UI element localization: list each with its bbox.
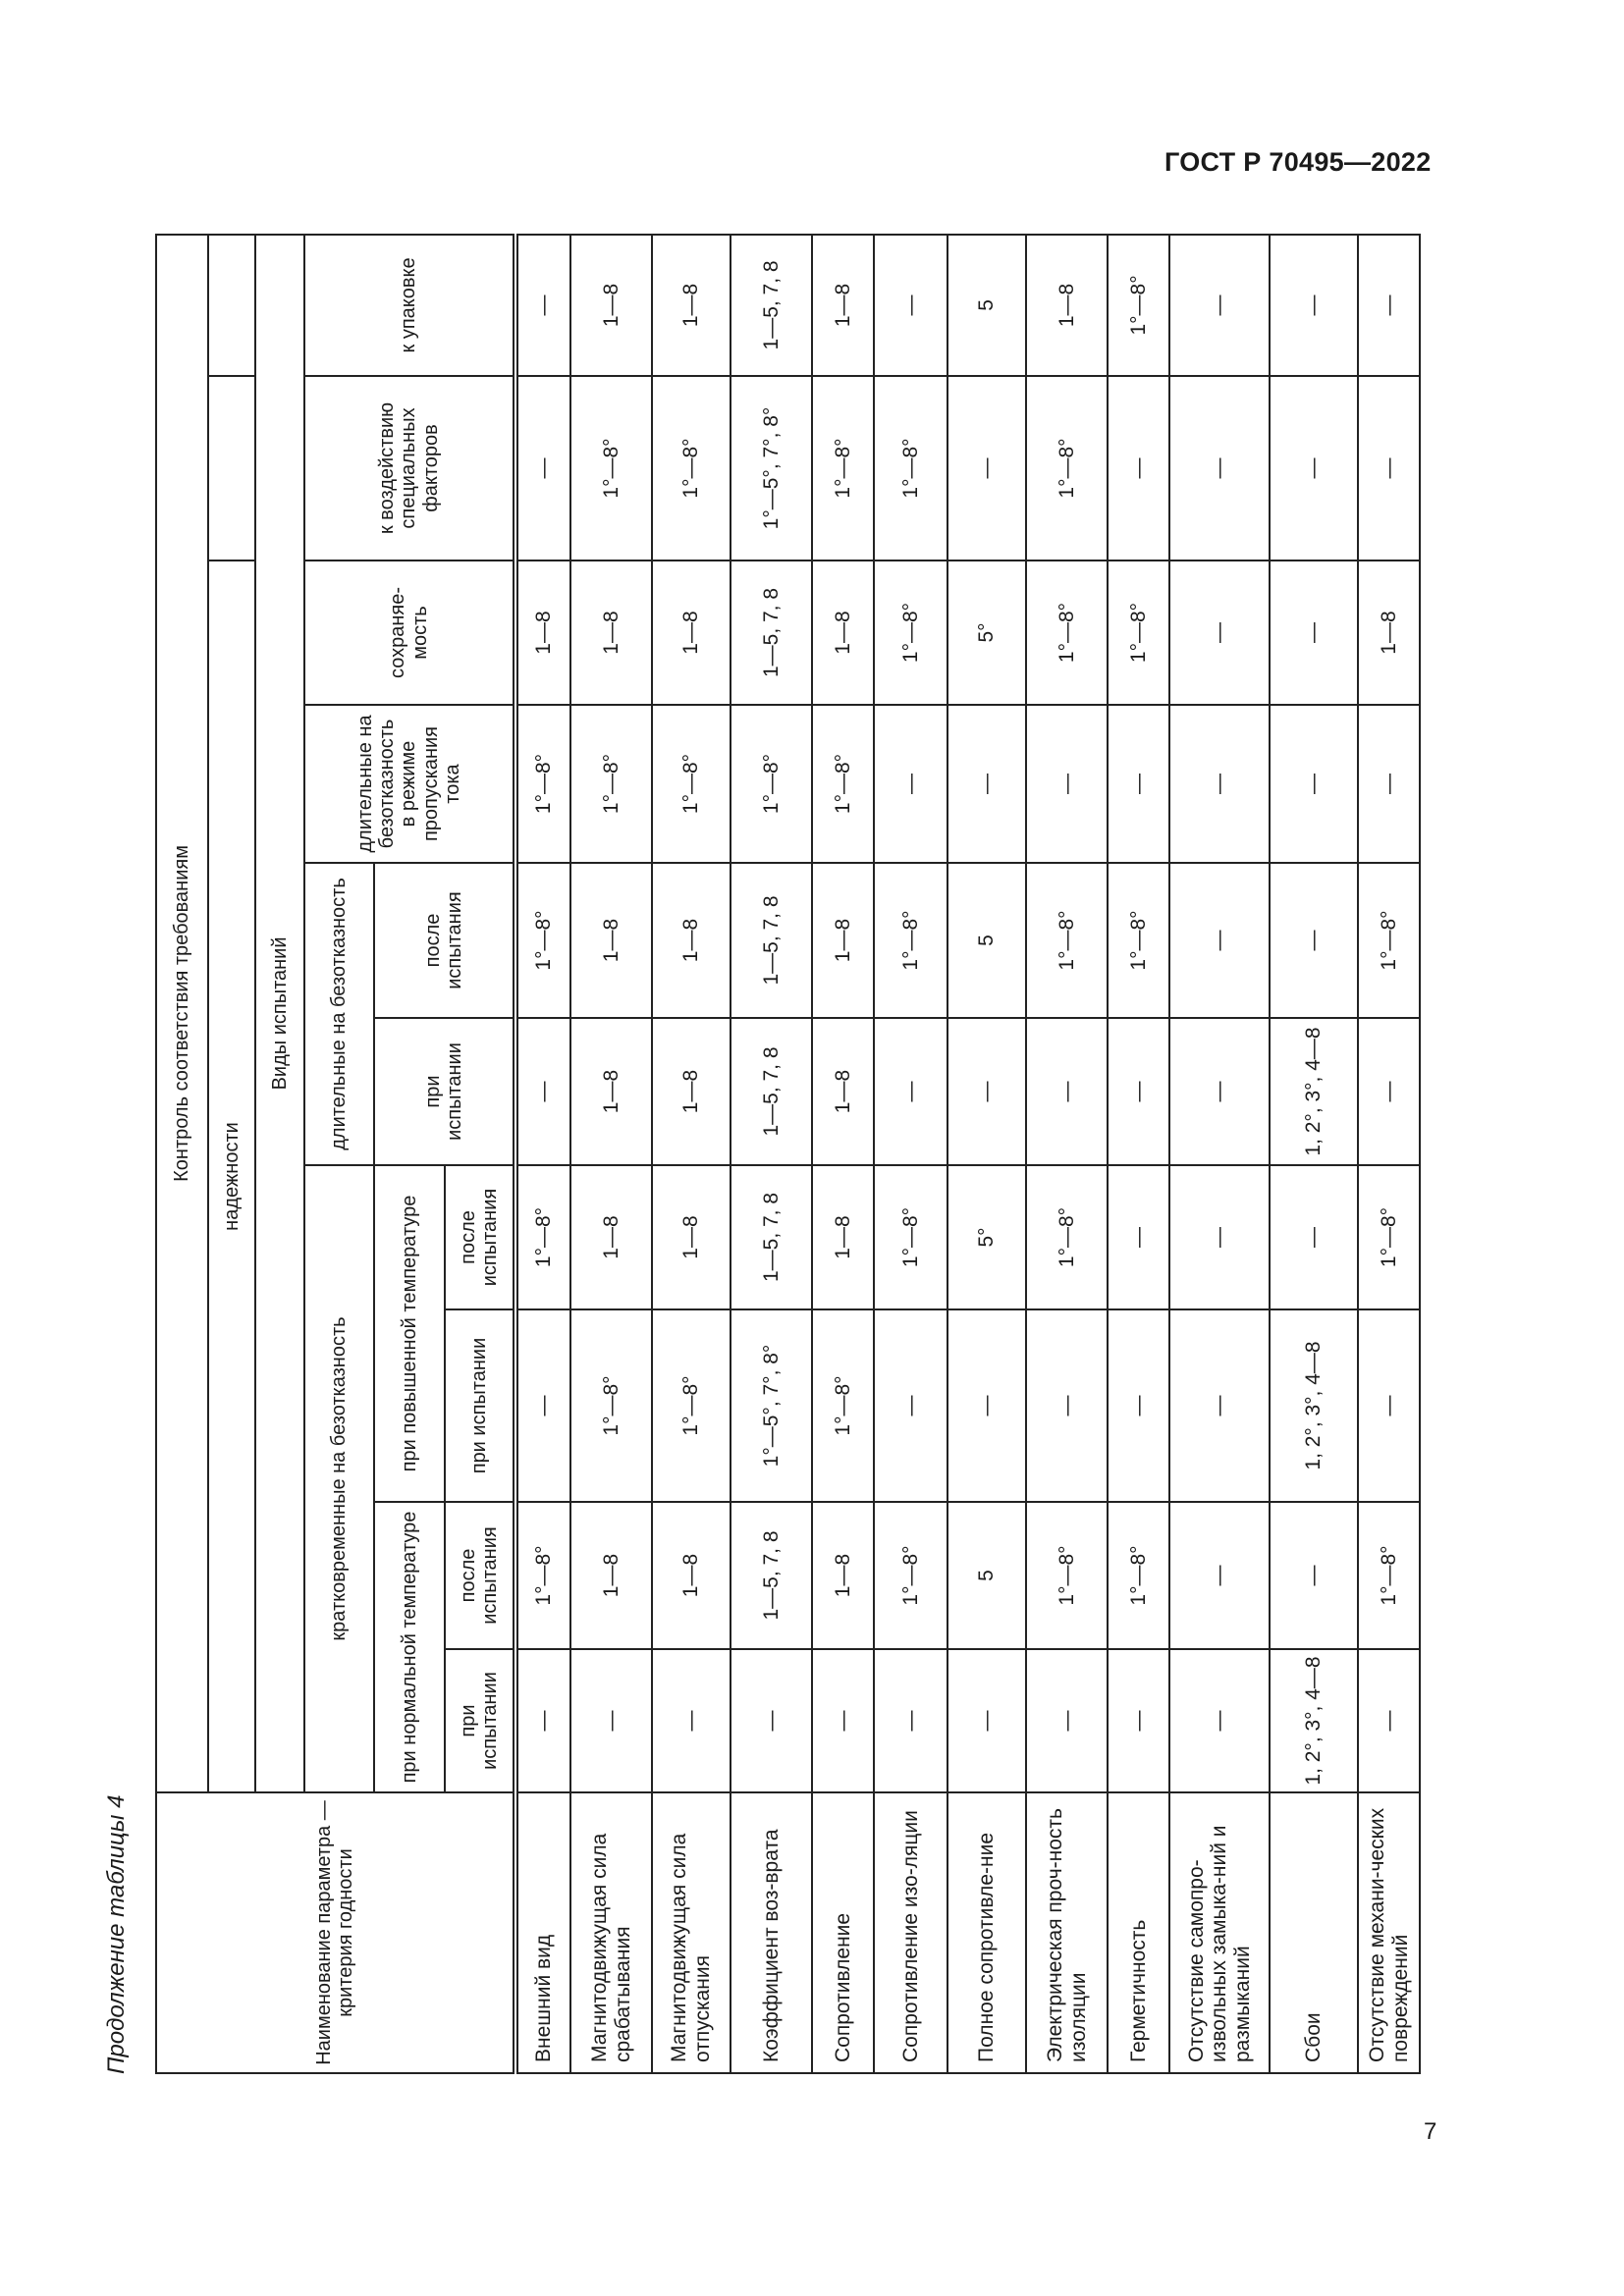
value-cell: 5° (947, 1165, 1026, 1309)
value-cell: 1—8 (652, 1018, 731, 1165)
header-empty-cell (208, 376, 255, 561)
value-cell: 1—8 (812, 235, 874, 376)
value-cell: 1°—8° (812, 1309, 874, 1502)
value-cell: 1°—8° (1108, 561, 1169, 705)
value-cell: — (1270, 561, 1358, 705)
value-cell: — (1169, 1649, 1270, 1792)
value-cell: — (1108, 1018, 1169, 1165)
value-cell: 1°—8° (1358, 1502, 1420, 1649)
value-cell: — (947, 1649, 1026, 1792)
table-row (515, 235, 570, 2073)
value-cell: — (1108, 1309, 1169, 1502)
value-cell: 1—8 (570, 561, 652, 705)
parameter-name-cell: Сопротивление (812, 1792, 874, 2073)
value-cell: 1°—8° (1108, 235, 1169, 376)
value-cell: 1°—8° (1358, 863, 1420, 1018)
table-row (812, 235, 874, 2073)
table-caption: Продолжение таблицы 4 (103, 1794, 130, 2074)
parameter-name-cell: Отсутствие механи-ческих повреждений (1358, 1792, 1420, 2073)
value-cell: — (1169, 376, 1270, 561)
value-cell: — (1169, 1309, 1270, 1502)
table-row (874, 235, 947, 2073)
header-during-test-normal: при испытании (445, 1649, 515, 1792)
value-cell: 1°—8° (515, 705, 570, 863)
value-cell: — (947, 705, 1026, 863)
value-cell: 1°—8° (1026, 376, 1108, 561)
rotated-table-container (155, 236, 1419, 2074)
value-cell: 1°—8° (874, 561, 947, 705)
value-cell: 1—5, 7, 8 (731, 561, 812, 705)
value-cell: — (1026, 1649, 1108, 1792)
value-cell: 1—8 (812, 1018, 874, 1165)
parameter-name-cell: Отсутствие самопро-извольных замыка-ний и размыканий (1169, 1792, 1270, 2073)
value-cell: — (1108, 705, 1169, 863)
value-cell: 1—8 (1026, 235, 1108, 376)
value-cell: — (1108, 1165, 1169, 1309)
value-cell: 1°—8° (874, 1502, 947, 1649)
table-row (1169, 235, 1270, 2073)
value-cell: 5 (947, 1502, 1026, 1649)
value-cell: — (1270, 1502, 1358, 1649)
value-cell: 1—8 (652, 863, 731, 1018)
value-cell: 1°—8° (1108, 1502, 1169, 1649)
value-cell: — (1358, 376, 1420, 561)
value-cell: 1—5, 7, 8 (731, 1018, 812, 1165)
parameter-name-cell: Магнитодвижущая сила отпускания (652, 1792, 731, 2073)
value-cell: 1°—8° (1026, 863, 1108, 1018)
value-cell: — (1358, 235, 1420, 376)
value-cell: 1—8 (570, 863, 652, 1018)
header-elevated-temp: при повышенной температуре (374, 1165, 445, 1502)
value-cell: 5 (947, 863, 1026, 1018)
value-cell: 1—8 (515, 561, 570, 705)
value-cell: 5° (947, 561, 1026, 705)
value-cell: 1—8 (652, 235, 731, 376)
value-cell: — (947, 1309, 1026, 1502)
value-cell: 1°—8° (515, 1502, 570, 1649)
value-cell: — (515, 1649, 570, 1792)
header-reliability: надежности (208, 561, 255, 1792)
value-cell: 1—8 (570, 1502, 652, 1649)
value-cell: — (1169, 1165, 1270, 1309)
value-cell: 1°—8° (1026, 1502, 1108, 1649)
parameter-name-cell: Коэффициент воз-врата (731, 1792, 812, 2073)
header-normal-temp: при нормальной температуре (374, 1502, 445, 1792)
value-cell: 1—8 (570, 1165, 652, 1309)
table-row (731, 235, 812, 2073)
value-cell: — (1270, 863, 1358, 1018)
value-cell: 1—8 (652, 1165, 731, 1309)
value-cell: — (515, 235, 570, 376)
value-cell: 1°—5°, 7°, 8° (731, 1309, 812, 1502)
value-cell: — (1270, 376, 1358, 561)
value-cell: 1°—8° (652, 705, 731, 863)
header-long-term-current: длительные на безотказность в режиме пропускания тока (304, 705, 515, 863)
table-row (652, 235, 731, 2073)
value-cell: 1—8 (812, 561, 874, 705)
value-cell: 1—5, 7, 8 (731, 235, 812, 376)
value-cell: — (947, 376, 1026, 561)
header-after-test-elevated: после испытания (445, 1165, 515, 1309)
value-cell: — (1358, 1309, 1420, 1502)
value-cell: — (1108, 376, 1169, 561)
value-cell: — (1358, 705, 1420, 863)
value-cell: — (1270, 1165, 1358, 1309)
value-cell: — (515, 376, 570, 561)
value-cell: 1°—8° (1026, 1165, 1108, 1309)
document-number: ГОСТ Р 70495—2022 (1164, 147, 1432, 177)
value-cell: — (1358, 1649, 1420, 1792)
value-cell: 1—5, 7, 8 (731, 1165, 812, 1309)
value-cell: — (1169, 863, 1270, 1018)
header-test-types: Виды испытаний (255, 235, 304, 1792)
value-cell: — (947, 1018, 1026, 1165)
table-row (1026, 235, 1108, 2073)
header-during-test-elevated: при испытании (445, 1309, 515, 1502)
parameter-name-cell: Герметичность (1108, 1792, 1169, 2073)
value-cell: — (652, 1649, 731, 1792)
value-cell: — (1169, 561, 1270, 705)
value-cell: 1—5, 7, 8 (731, 863, 812, 1018)
table-row (1108, 235, 1169, 2073)
header-storability: сохраняе-мость (304, 561, 515, 705)
value-cell: — (874, 1309, 947, 1502)
header-after-test-normal: после испытания (445, 1502, 515, 1649)
header-short-term: кратковременные на безотказность (304, 1165, 374, 1792)
value-cell: — (515, 1018, 570, 1165)
table-row (1358, 235, 1420, 2073)
value-cell: 1—8 (570, 1018, 652, 1165)
value-cell: — (1169, 235, 1270, 376)
value-cell: — (1270, 235, 1358, 376)
table-body (515, 235, 1420, 2073)
parameter-name-cell: Магнитодвижущая сила срабатывания (570, 1792, 652, 2073)
table-row (570, 235, 652, 2073)
table-row (1270, 235, 1358, 2073)
value-cell: 1°—8° (1358, 1165, 1420, 1309)
value-cell: — (1026, 1309, 1108, 1502)
value-cell: 5 (947, 235, 1026, 376)
value-cell: 1—8 (812, 863, 874, 1018)
header-during-test-long: при испытании (374, 1018, 515, 1165)
value-cell: 1°—8° (1108, 863, 1169, 1018)
value-cell: — (1108, 1649, 1169, 1792)
value-cell: — (1169, 1502, 1270, 1649)
value-cell: — (515, 1309, 570, 1502)
value-cell: 1°—8° (570, 1309, 652, 1502)
value-cell: 1°—8° (812, 376, 874, 561)
value-cell: — (1026, 705, 1108, 863)
header-special-factors: к воздействию специальных факторов (304, 376, 515, 561)
value-cell: — (570, 1649, 652, 1792)
header-after-test-long: после испытания (374, 863, 515, 1018)
value-cell: 1°—8° (652, 1309, 731, 1502)
value-cell: — (874, 1018, 947, 1165)
header-long-term: длительные на безотказность (304, 863, 374, 1165)
value-cell: 1—8 (812, 1165, 874, 1309)
value-cell: 1°—8° (812, 705, 874, 863)
value-cell: 1°—8° (515, 863, 570, 1018)
value-cell: — (1270, 705, 1358, 863)
value-cell: 1°—8° (874, 376, 947, 561)
value-cell: — (874, 235, 947, 376)
value-cell: 1—8 (652, 561, 731, 705)
value-cell: — (1169, 1018, 1270, 1165)
header-parameter-name: Наименование параметра — критерия годности (156, 1792, 515, 2073)
value-cell: 1, 2°, 3°, 4—8 (1270, 1649, 1358, 1792)
value-cell: — (731, 1649, 812, 1792)
value-cell: — (1358, 1018, 1420, 1165)
parameter-name-cell: Электрическая проч-ность изоляции (1026, 1792, 1108, 2073)
page-number: 7 (1424, 2118, 1437, 2145)
value-cell: — (812, 1649, 874, 1792)
value-cell: 1°—8° (1026, 561, 1108, 705)
value-cell: 1—8 (812, 1502, 874, 1649)
parameter-name-cell: Внешний вид (515, 1792, 570, 2073)
value-cell: 1°—5°, 7°, 8° (731, 376, 812, 561)
table-row (947, 235, 1026, 2073)
value-cell: 1—8 (570, 235, 652, 376)
value-cell: — (874, 705, 947, 863)
value-cell: 1°—8° (731, 705, 812, 863)
value-cell: 1°—8° (515, 1165, 570, 1309)
value-cell: 1°—8° (874, 1165, 947, 1309)
value-cell: 1°—8° (570, 705, 652, 863)
value-cell: 1°—8° (652, 376, 731, 561)
header-control: Контроль соответствия требованиям (156, 235, 208, 1792)
header-empty-cell (208, 235, 255, 376)
value-cell: 1, 2°, 3°, 4—8 (1270, 1018, 1358, 1165)
parameter-name-cell: Полное сопротивле-ние (947, 1792, 1026, 2073)
value-cell: — (874, 1649, 947, 1792)
parameter-name-cell: Сбои (1270, 1792, 1358, 2073)
header-packaging: к упаковке (304, 235, 515, 376)
value-cell: 1°—8° (570, 376, 652, 561)
compliance-table (155, 234, 1421, 2074)
value-cell: 1—8 (652, 1502, 731, 1649)
value-cell: — (1026, 1018, 1108, 1165)
value-cell: — (1169, 705, 1270, 863)
value-cell: 1, 2°, 3°, 4—8 (1270, 1309, 1358, 1502)
value-cell: 1—5, 7, 8 (731, 1502, 812, 1649)
parameter-name-cell: Сопротивление изо-ляции (874, 1792, 947, 2073)
value-cell: 1—8 (1358, 561, 1420, 705)
value-cell: 1°—8° (874, 863, 947, 1018)
